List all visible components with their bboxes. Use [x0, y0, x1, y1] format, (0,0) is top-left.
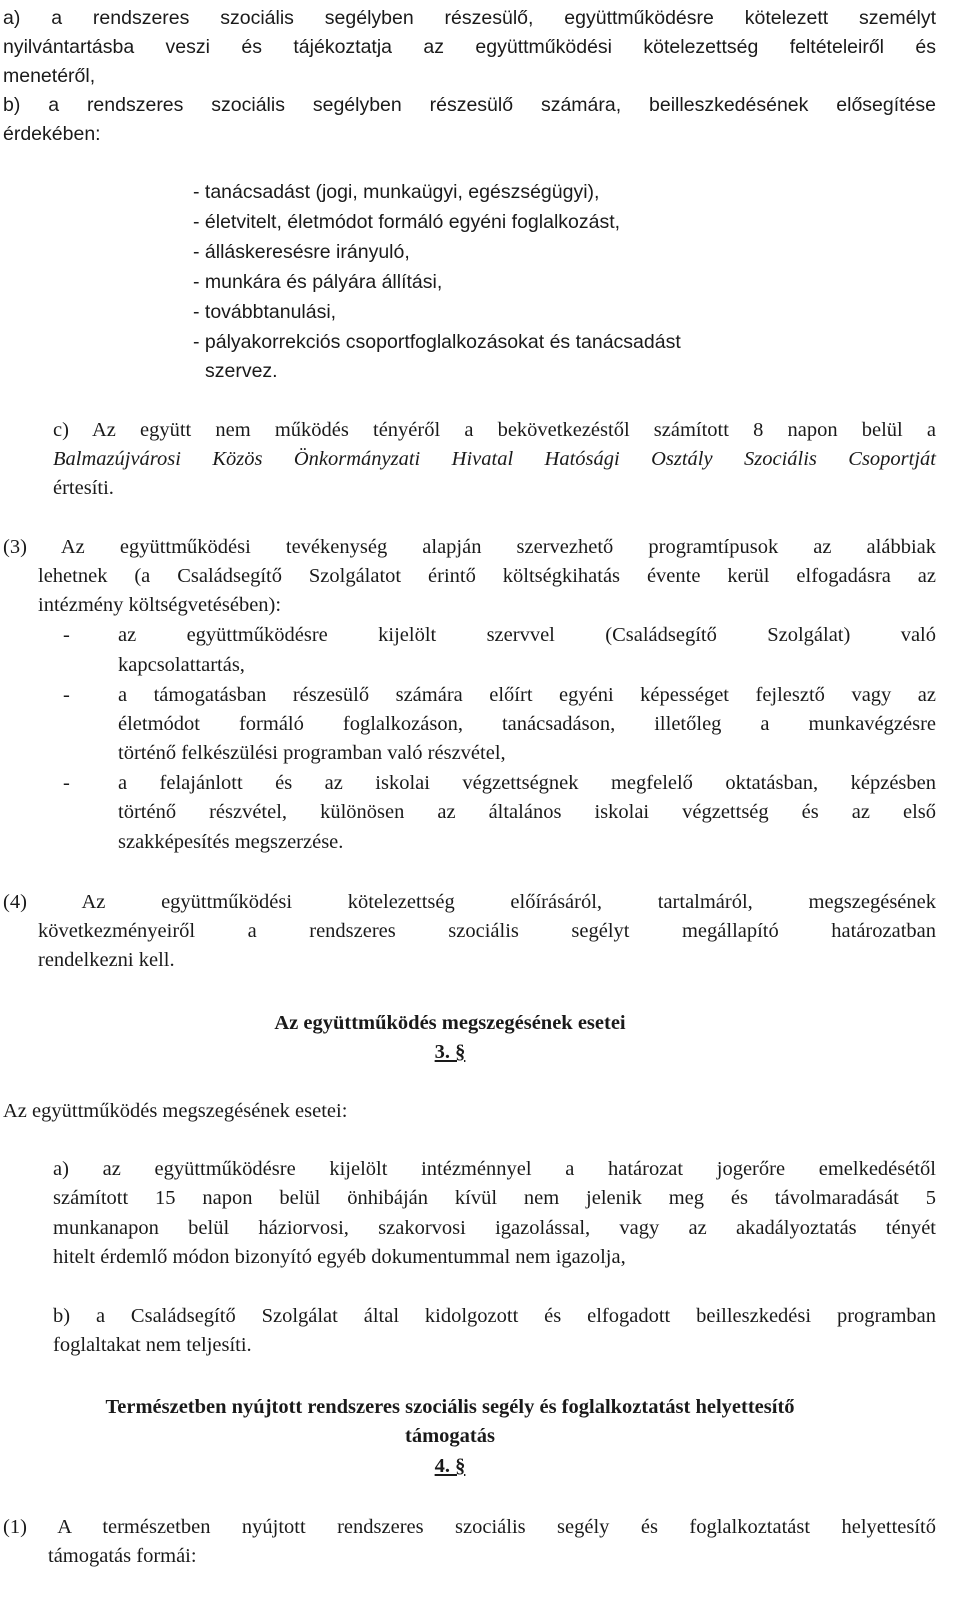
- para-3-item-2-line-3: történő felkészülési programban való részvétel,: [118, 742, 506, 764]
- para-b-line-2: érdekében:: [3, 123, 101, 145]
- para-3-item-2-line-2: életmódot formáló foglalkozáson, tanácsadáson, illetőleg a munkavégzésre: [118, 713, 936, 735]
- para-3-line-2: lehetnek (a Családsegítő Szolgálatot érintő költségkihatás évente kerül elfogadásra az: [38, 565, 936, 587]
- section-3-item-b-line-2: foglaltakat nem teljesíti.: [53, 1334, 252, 1356]
- section-3-heading: Az együttműködés megszegésének esetei: [274, 1012, 626, 1034]
- section-4-heading-line-1: Természetben nyújtott rendszeres szociális segély és foglalkoztatást helyettesítő: [105, 1396, 795, 1418]
- section-3-item-b-line-1: b) a Családsegítő Szolgálat által kidolgozott és elfogadott beilleszkedési programban: [53, 1305, 936, 1327]
- section-4-number: 4. §: [434, 1455, 466, 1477]
- list-dash: -: [63, 624, 70, 646]
- section-4-para-1-line-1: (1) A természetben nyújtott rendszeres szociális segély és foglalkoztatást helyettesítő: [3, 1516, 936, 1538]
- para-c-line-2: Balmazújvárosi Közös Önkormányzati Hivatal Hatósági Osztály Szociális Csoportját: [53, 448, 936, 470]
- para-4-line-2: következményeiről a rendszeres szociális segélyt megállapító határozatban: [38, 920, 936, 942]
- para-b-item: - továbbtanulási,: [193, 301, 337, 323]
- para-b-item: - életvitelt, életmódot formáló egyéni foglalkozást,: [193, 211, 621, 233]
- list-dash: -: [63, 772, 70, 794]
- para-b-item: - munkára és pályára állítási,: [193, 271, 443, 293]
- section-3-item-a-line-2: számított 15 napon belül önhibáján kívül nem jelenik meg és távolmaradását 5: [53, 1187, 936, 1209]
- list-dash: -: [63, 684, 70, 706]
- para-a-line-2: nyilvántartásba veszi és tájékoztatja az együttműködési kötelezettség feltételeiről és: [3, 36, 936, 58]
- para-a-line-1: a) a rendszeres szociális segélyben részesülő, együttműködésre kötelezett személyt: [3, 7, 936, 29]
- para-4-line-3: rendelkezni kell.: [38, 949, 175, 971]
- section-3-item-a-line-1: a) az együttműködésre kijelölt intézménnyel a határozat jogerőre emelkedésétől: [53, 1158, 936, 1180]
- section-3-intro: Az együttműködés megszegésének esetei:: [3, 1100, 348, 1122]
- para-3-item-3-line-2: történő részvétel, különösen az általános iskolai végzettség és az első: [118, 801, 936, 823]
- para-a-line-3: menetéről,: [3, 65, 96, 87]
- para-b-item: szervez.: [205, 360, 278, 382]
- para-c-line-3: értesíti.: [53, 477, 114, 499]
- para-3-item-1-line-1: az együttműködésre kijelölt szervvel (Családsegítő Szolgálat) való: [118, 624, 936, 646]
- para-b-item: - tanácsadást (jogi, munkaügyi, egészségügyi),: [193, 181, 600, 203]
- para-3-item-3-line-3: szakképesítés megszerzése.: [118, 831, 344, 853]
- para-b-item: - pályakorrekciós csoportfoglalkozásokat és tanácsadást: [193, 331, 681, 353]
- para-c-line-1: c) Az együtt nem működés tényéről a bekövetkezéstől számított 8 napon belül a: [53, 419, 936, 441]
- section-4-heading-line-2: támogatás: [405, 1425, 495, 1447]
- section-3-item-a-line-4: hitelt érdemlő módon bizonyító egyéb dokumentummal nem igazolja,: [53, 1246, 626, 1268]
- para-3-item-2-line-1: a támogatásban részesülő számára előírt egyéni képességet fejlesztő vagy az: [118, 684, 936, 706]
- para-3-line-3: intézmény költségvetésében):: [38, 594, 282, 616]
- para-b-line-1: b) a rendszeres szociális segélyben részesülő számára, beilleszkedésének elősegítése: [3, 94, 936, 116]
- section-3-number: 3. §: [434, 1041, 466, 1063]
- para-b-item: - álláskeresésre irányuló,: [193, 241, 410, 263]
- para-3-line-1: (3) Az együttműködési tevékenység alapján szervezhető programtípusok az alábbiak: [3, 536, 936, 558]
- para-4-line-1: (4) Az együttműködési kötelezettség előírásáról, tartalmáról, megszegésének: [3, 891, 936, 913]
- para-3-item-3-line-1: a felajánlott és az iskolai végzettségnek megfelelő oktatásban, képzésben: [118, 772, 936, 794]
- section-3-item-a-line-3: munkanapon belül háziorvosi, szakorvosi igazolással, vagy az akadályoztatás tényét: [53, 1217, 936, 1239]
- section-4-para-1-line-2: támogatás formái:: [48, 1545, 197, 1567]
- para-3-item-1-line-2: kapcsolattartás,: [118, 654, 245, 676]
